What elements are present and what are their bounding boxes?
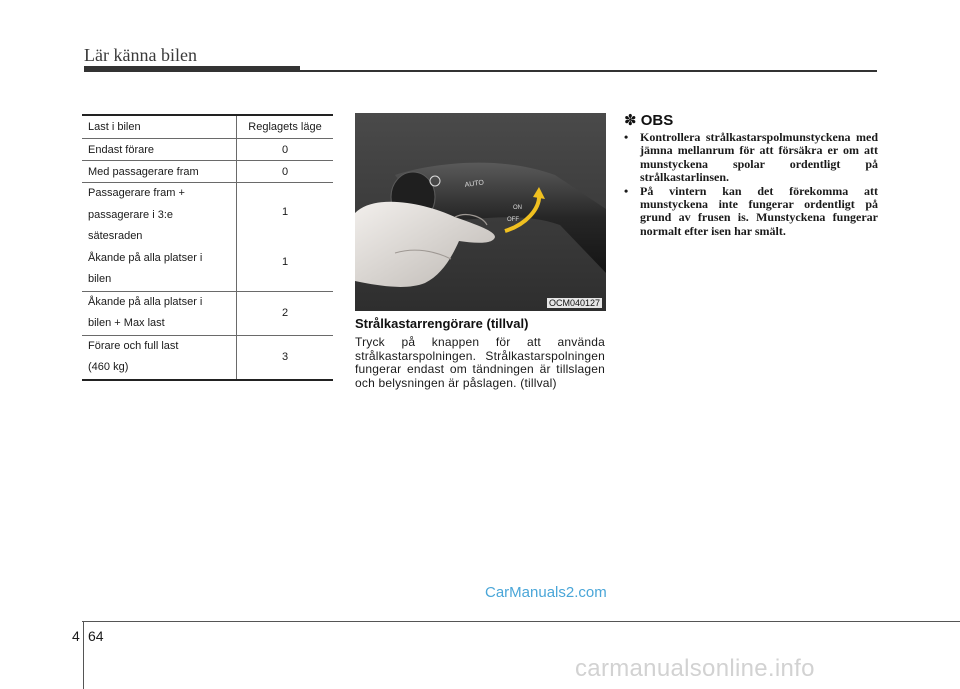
table-cell-line: Åkande på alla platser i <box>88 295 203 308</box>
table-cell-line: Åkande på alla platser i <box>88 251 203 264</box>
image-code: OCM040127 <box>548 298 600 308</box>
obs-list <box>624 131 878 238</box>
table-cell-line: 1 <box>281 255 289 268</box>
footer-divider <box>83 621 84 689</box>
table-cell-line: passagerare i 3:e <box>88 208 173 221</box>
watermark-link[interactable]: CarManuals2.com <box>485 584 607 601</box>
table-cell-load <box>82 183 237 292</box>
footer-rule <box>82 621 960 622</box>
stalk-label-auto: AUTO <box>464 179 485 189</box>
stalk-label-on: ON <box>513 205 522 211</box>
stalk-illustration <box>355 113 606 311</box>
table-cell-position: 0 <box>237 161 334 183</box>
table-row <box>82 291 333 335</box>
table-cell-position: 3 <box>237 335 334 380</box>
table-header-row <box>82 115 333 139</box>
load-position-table <box>82 114 333 381</box>
table-row <box>82 335 333 380</box>
headlamp-washer-photo <box>355 113 606 311</box>
site-watermark: carmanualsonline.info <box>575 655 815 682</box>
obs-heading <box>624 111 673 129</box>
stalk-label-off: OFF <box>507 217 519 223</box>
list-item <box>624 131 878 185</box>
header-rule-thin <box>300 70 877 72</box>
table-cell-load <box>82 335 237 380</box>
page-header-title: Lär känna bilen <box>84 45 197 65</box>
table-cell-load <box>82 291 237 335</box>
table-cell-line: bilen <box>88 273 112 285</box>
table-cell-line: Förare och full last <box>88 339 179 352</box>
washer-body: Tryck på knappen för att använda strålkastarspolningen. Strålkastarspolningen fungerar endast om tändningen är tillslagen och belysningen är påslagen. (tillval) <box>355 335 605 390</box>
table-cell-position <box>237 183 334 292</box>
table-row <box>82 161 333 183</box>
table-row <box>82 183 333 292</box>
table-header-position: Reglagets läge <box>237 115 334 139</box>
obs-item-text: På vintern kan det förekomma att munstyckena inte fungerar ordentligt på grund av frusen is. Munstyckena fungerar normalt efter isen har smält. <box>640 183 878 238</box>
table-cell-position: 0 <box>237 139 334 161</box>
table-header-load: Last i bilen <box>82 115 237 139</box>
table-row <box>82 139 333 161</box>
page-number: 64 <box>88 628 104 644</box>
table-cell-load: Endast förare <box>82 139 237 161</box>
obs-heading-text: OBS <box>640 112 674 129</box>
bullet-icon: • <box>624 130 629 144</box>
chapter-number: 4 <box>72 628 80 644</box>
washer-heading: Strålkastarrengörare (tillval) <box>355 316 529 331</box>
table-cell-position: 2 <box>237 291 334 335</box>
table-cell-line: bilen + Max last <box>88 317 165 329</box>
asterisk-icon: ✽ <box>624 112 637 129</box>
bullet-icon: • <box>624 183 629 198</box>
table-cell-line: sätesraden <box>88 230 143 242</box>
table-cell-line: Passagerare fram + <box>88 187 185 199</box>
list-item <box>624 185 878 239</box>
table-cell-load: Med passagerare fram <box>82 161 237 183</box>
table-cell-line: (460 kg) <box>88 361 129 373</box>
obs-item-text: Kontrollera strålkastarspolmunstyckena med jämna mellanrum för att försäkra er om att munstyckena spolar ordentligt på strålkastarlinsen. <box>640 130 878 185</box>
header-rule-thick <box>84 66 300 72</box>
table-cell-line: 1 <box>281 205 289 218</box>
